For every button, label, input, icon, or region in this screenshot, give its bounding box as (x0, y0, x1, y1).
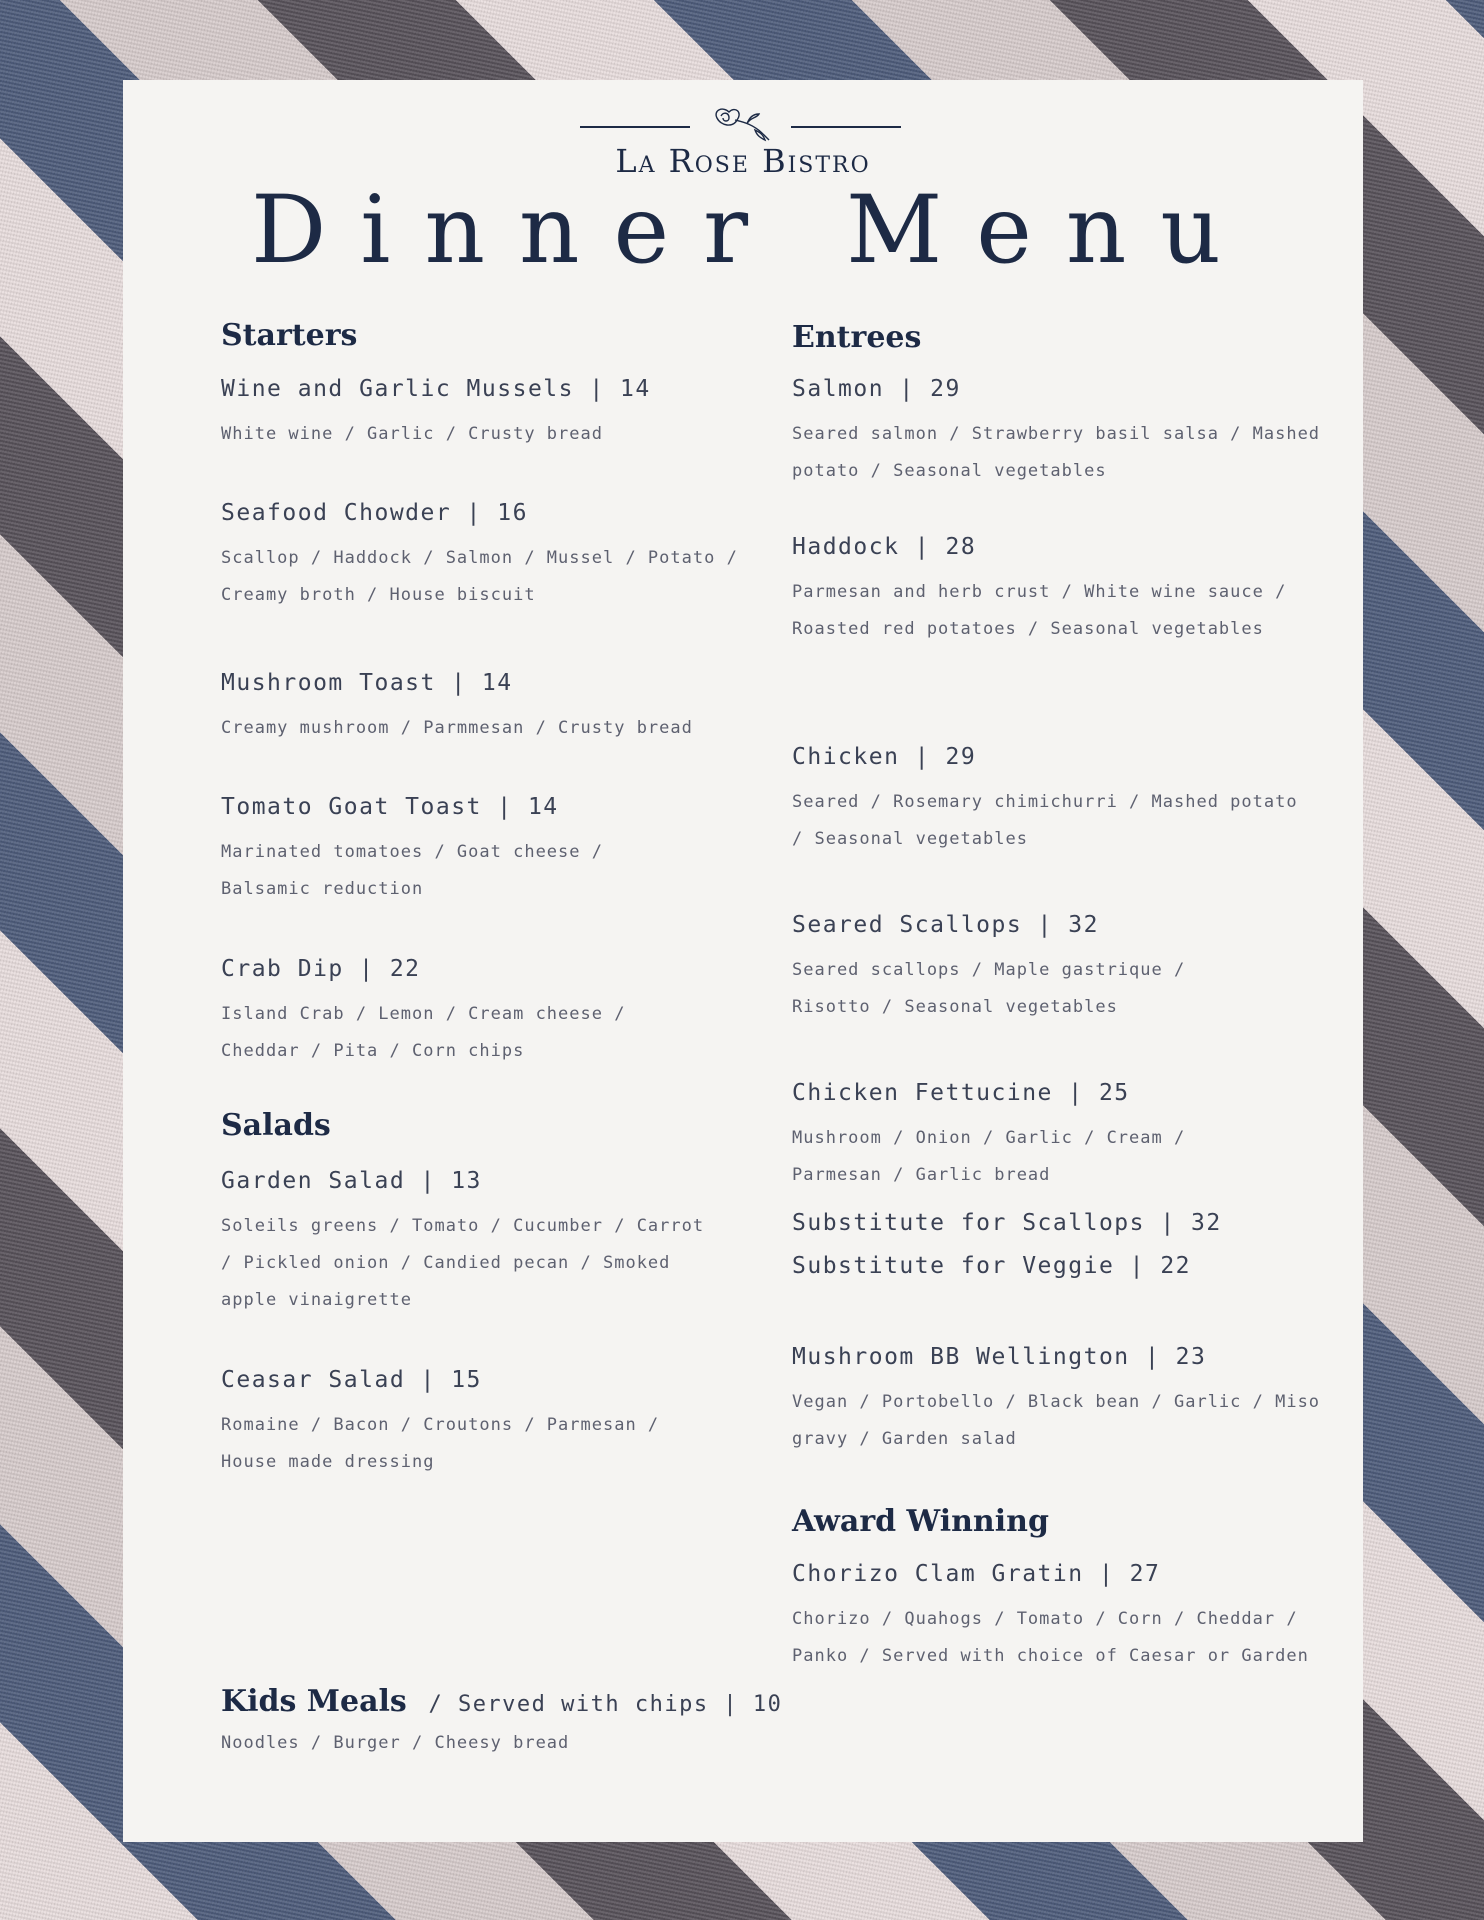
menu-item (792, 534, 1312, 648)
menu-item (792, 376, 1352, 490)
substitute-option: Substitute for Veggie | 22 (792, 1253, 1192, 1279)
item-name: Chicken Fettucine | 25 (792, 1080, 1130, 1106)
section-heading-entrees: Entrees (792, 320, 922, 355)
section-heading-starters: Starters (221, 318, 358, 353)
menu-item (221, 794, 661, 908)
substitute-option: Substitute for Scallops | 32 (792, 1210, 1222, 1236)
menu-item (221, 1367, 721, 1481)
item-name: Seared Scallops | 32 (792, 912, 1099, 938)
brand-header (123, 94, 1363, 184)
item-name: Chicken | 29 (792, 744, 977, 770)
menu-card (123, 80, 1363, 1842)
item-description: White wine / Garlic / Crusty bread (221, 424, 603, 444)
section-heading-kids: Kids Meals (221, 1684, 407, 1719)
item-description: Island Crab / Lemon / Cream cheese / Cheddar / Pita / Corn chips (221, 1004, 626, 1061)
section-heading-salads: Salads (221, 1108, 331, 1143)
item-description: Seared scallops / Maple gastrique / Risotto / Seasonal vegetables (792, 960, 1186, 1017)
kids-price: / Served with chips | 10 (428, 1692, 783, 1717)
item-description: Mushroom / Onion / Garlic / Cream / Parmesan / Garlic bread (792, 1128, 1186, 1185)
divider-line (791, 126, 901, 128)
item-name: Seafood Chowder | 16 (221, 500, 528, 526)
item-description: Seared salmon / Strawberry basil salsa / Mashed potato / Seasonal vegetables (792, 424, 1321, 481)
item-description: Seared / Rosemary chimichurri / Mashed potato / Seasonal vegetables (792, 792, 1298, 849)
item-name: Chorizo Clam Gratin | 27 (792, 1561, 1161, 1587)
item-description: Soleils greens / Tomato / Cucumber / Carrot / Pickled onion / Candied pecan / Smoked apple vinaigrette (221, 1216, 705, 1310)
item-name: Crab Dip | 22 (221, 956, 421, 982)
menu-item (221, 376, 741, 453)
item-name: Tomato Goat Toast | 14 (221, 794, 559, 820)
item-name: Wine and Garlic Mussels | 14 (221, 376, 651, 402)
item-description: Creamy mushroom / Parmmesan / Crusty bread (221, 718, 693, 738)
menu-item (792, 1344, 1352, 1458)
item-name: Mushroom BB Wellington | 23 (792, 1344, 1207, 1370)
item-description: Vegan / Portobello / Black bean / Garlic / Miso gravy / Garden salad (792, 1392, 1321, 1449)
item-name: Haddock | 28 (792, 534, 977, 560)
item-name: Salmon | 29 (792, 376, 961, 402)
rose-icon (709, 104, 773, 144)
menu-item (221, 956, 691, 1070)
menu-item (221, 1168, 721, 1319)
section-heading-award: Award Winning (792, 1504, 1049, 1539)
menu-item (792, 1080, 1262, 1194)
brand-name: La Rose Bistro (615, 142, 871, 180)
item-name: Garden Salad | 13 (221, 1168, 482, 1194)
page-title: Dinner Menu (251, 176, 1255, 285)
item-description: Marinated tomatoes / Goat cheese / Balsamic reduction (221, 842, 603, 899)
menu-item (221, 670, 741, 747)
item-description: Noodles / Burger / Cheesy bread (221, 1733, 570, 1753)
menu-item (792, 744, 1312, 858)
item-name: Ceasar Salad | 15 (221, 1367, 482, 1393)
menu-item (221, 500, 741, 614)
kids-meals (221, 1684, 782, 1753)
item-description: Chorizo / Quahogs / Tomato / Corn / Cheddar / Panko / Served with choice of Caesar or Garden (792, 1609, 1309, 1666)
menu-item (792, 912, 1262, 1026)
menu-item (792, 1561, 1352, 1675)
divider-line (580, 126, 690, 128)
item-description: Scallop / Haddock / Salmon / Mussel / Potato / Creamy broth / House biscuit (221, 548, 738, 605)
item-name: Mushroom Toast | 14 (221, 670, 513, 696)
item-description: Parmesan and herb crust / White wine sauce / Roasted red potatoes / Seasonal vegetables (792, 582, 1287, 639)
item-description: Romaine / Bacon / Croutons / Parmesan / House made dressing (221, 1415, 660, 1472)
